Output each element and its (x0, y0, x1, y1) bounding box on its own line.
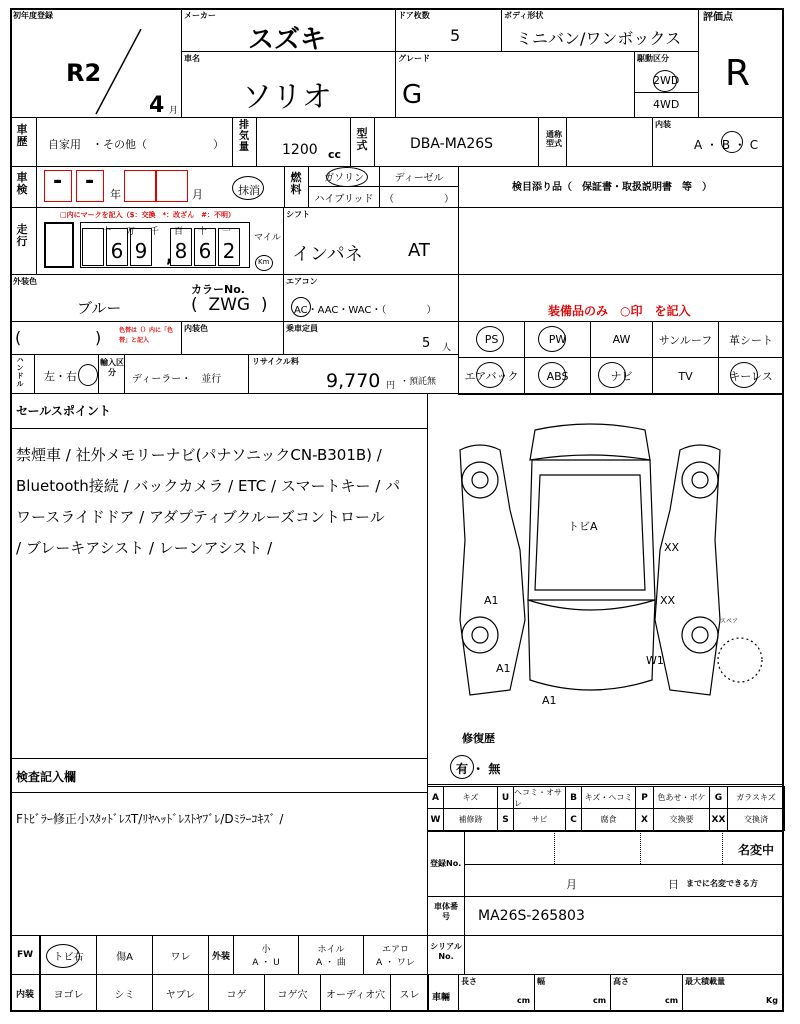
legend-desc-text: ガラスキズ (736, 793, 776, 802)
equip-label: エアバック (464, 370, 519, 383)
legend-code (427, 786, 444, 809)
reg-year: R2 (66, 59, 102, 87)
color-change-note: 色替は（）内に「色替」と記入 (119, 327, 174, 344)
equip-label: PS (484, 333, 499, 346)
legend-desc (513, 786, 566, 809)
model-name-label: 車名 (184, 54, 200, 63)
legend-code (565, 786, 582, 809)
interior-grades: A ・ B ・ C (694, 138, 759, 152)
mark-w1: W1 (646, 654, 664, 667)
body-label: ボディ形状 (504, 11, 544, 20)
ext-group (233, 935, 299, 975)
int-item-text: シミ (114, 989, 135, 1001)
displacement: 1200 (282, 142, 318, 158)
common-type-label: 通称型式 (546, 130, 562, 148)
legend-desc-text: 腐食 (600, 815, 617, 824)
import-value: ディーラー・ 並行 (132, 374, 222, 385)
ext-label-text: 外装 (211, 951, 230, 962)
interior-label: 内装 (655, 120, 671, 129)
size-unit-width: cm (593, 996, 607, 1005)
unit-sen: 千 (150, 227, 160, 237)
int-item (320, 974, 391, 1012)
drive-4wd: 4WD (653, 98, 680, 111)
equip-label: ABS (546, 369, 569, 383)
grade-box (395, 51, 635, 118)
mileage-digit: 9 (130, 228, 152, 266)
ext-group-value: A ・ 曲 (316, 958, 346, 968)
fw-item (152, 935, 209, 975)
int-item (208, 974, 265, 1012)
fuel-diesel: ディーゼル (379, 166, 459, 187)
equip-label: PW (548, 333, 567, 346)
equip-circle-3 (538, 362, 566, 388)
insp-box-4 (156, 170, 188, 202)
fuel-other: （ ） (379, 186, 459, 208)
mileage-digit: 2 (218, 228, 240, 266)
capacity: 5 (422, 336, 431, 351)
legend-code-text: XX (711, 814, 726, 825)
equip-title: 装備品のみ ○印 を記入 (548, 304, 691, 318)
equip-label: キーレス (729, 370, 773, 383)
mark-xx-2: XX (660, 594, 676, 607)
reg-month: 月 (566, 878, 577, 891)
legend-code (565, 808, 582, 831)
ext-group-title: エアロ (381, 945, 409, 955)
mile-unit: マイル (254, 233, 281, 243)
model-name-box (181, 51, 396, 118)
mileage-digit-0 (44, 222, 74, 268)
ext-group (298, 935, 364, 975)
repair-label: 修復歴 (462, 732, 495, 745)
legend-desc (727, 786, 785, 809)
type-label: 型式 (356, 127, 368, 152)
legend-code-text: W (430, 814, 441, 825)
fuel-hybrid: ハイブリッド (308, 186, 380, 208)
legend-desc-text: サビ (531, 815, 548, 824)
ext-group-value: A ・ ワレ (376, 958, 415, 968)
body-box (501, 8, 699, 52)
recycle-yen: 円 (386, 381, 396, 391)
sales-line: ワースライドドア / アダプティブクルーズコントロール (16, 508, 385, 526)
equip-circle-0 (476, 326, 504, 352)
doors: 5 (450, 26, 461, 45)
size-unit-max_load: Kg (766, 996, 778, 1005)
unreg-circle (232, 176, 264, 200)
recycle: 9,770 (326, 370, 381, 392)
ext-group (363, 935, 428, 975)
size-divider (534, 974, 535, 1012)
legend-desc (727, 808, 785, 831)
legend-desc (581, 808, 636, 831)
spare-label: スペア (720, 618, 739, 625)
int-label (10, 974, 40, 1012)
legend-code-text: G (714, 792, 723, 803)
legend-code-text: C (570, 814, 577, 825)
unit-hyaku: 百 (174, 227, 184, 237)
legend-desc-text: 交換済 (744, 815, 768, 824)
docs: 検目添り品（ 保証書・取扱説明書 等 ） (512, 182, 712, 193)
capacity-unit: 人 (442, 343, 452, 353)
legend-desc (653, 808, 710, 831)
equip-label: ナビ (610, 370, 633, 383)
size-max_load: 最大積載量 (685, 977, 725, 986)
legend-desc-text: キズ・ヘコミ (584, 793, 633, 802)
unit-10man: 十 (102, 227, 112, 237)
insp-unreg: 抹消 (238, 184, 260, 197)
int-item (264, 974, 321, 1012)
grade-point: R (725, 53, 751, 94)
legend-code (635, 786, 654, 809)
mileage-comma: , (166, 246, 173, 267)
interior-b-circle (721, 131, 743, 153)
legend-code-text: S (502, 814, 509, 825)
capacity-label: 乗車定員 (286, 324, 318, 333)
unit-man: 万 (126, 227, 136, 237)
ext-color-label: 外装色 (13, 277, 37, 286)
drive-2wd: 2WD (653, 74, 680, 87)
legend-code-text: X (641, 814, 648, 825)
recycle-label: リサイクル料 (252, 357, 299, 366)
int-item (96, 974, 153, 1012)
displacement-label: 排気量 (239, 120, 249, 153)
equip-circle-5 (730, 362, 758, 388)
equip-row1-4 (718, 321, 784, 358)
mileage-note: □内にマークを記入（$：交換 *：改ざん #：不明） (60, 211, 236, 219)
reg-day: 日 (668, 878, 679, 891)
serial-box (427, 935, 784, 975)
legend-desc-text: キズ (462, 793, 479, 802)
car-diagram (440, 420, 780, 720)
int-item (40, 974, 97, 1012)
legend-code (635, 808, 654, 831)
fw-item-text: 傷A (116, 951, 133, 963)
reg-year-label: 初年度登録 (13, 11, 53, 20)
doors-label: ドア枚数 (398, 11, 430, 20)
equip-circle-1 (538, 326, 566, 352)
size-width: 幅 (537, 977, 545, 986)
model-name: ソリオ (242, 80, 332, 115)
int-item-text: オーディオ穴 (325, 989, 386, 1001)
fuel-gasoline: ガソリン (308, 166, 380, 187)
legend-desc-text: 交換要 (669, 815, 694, 824)
legend-code-text: P (641, 792, 648, 803)
body-type: ミニバン/ワンボックス (516, 29, 682, 48)
ac-label: エアコン (286, 277, 318, 286)
equip-label: 革シート (729, 333, 773, 347)
mileage-digit (82, 228, 104, 266)
grade-label: グレード (398, 54, 430, 63)
model-code: DBA-MA26S (410, 136, 494, 152)
drive-2wd-circle (653, 70, 680, 92)
legend-code-text: U (501, 792, 510, 803)
serial-label: シリアルNo. (430, 942, 462, 961)
grade-point-box (698, 8, 784, 118)
reg-month-unit: 月 (169, 106, 179, 116)
equip-circle-2 (476, 362, 504, 388)
int-item-text: コゲ (226, 989, 247, 1001)
legend-code (709, 808, 728, 831)
import-label: 輸入区分 (100, 358, 124, 377)
legend-desc-text: 色あせ・ボケ (657, 793, 706, 802)
equip-row1-2 (590, 321, 653, 358)
fuel-gasoline-circle (326, 167, 368, 187)
handle-right-circle (78, 364, 98, 386)
maker: スズキ (248, 25, 327, 55)
size-divider (682, 974, 683, 1012)
mark-front-tobi: トビA (568, 520, 598, 533)
capacity-box (283, 321, 459, 355)
equip-row1-3 (652, 321, 719, 358)
size-height: 高さ (613, 977, 629, 986)
size-box (427, 974, 784, 1012)
int-color-box (181, 321, 284, 355)
legend-desc (653, 786, 710, 809)
unit-ichi: 一 (222, 227, 232, 237)
mark-a1-rear-left: A1 (496, 662, 511, 675)
unit-ju: 十 (198, 227, 208, 237)
insp-year-unit: 年 (110, 188, 121, 201)
inspection-label: 車検 (16, 171, 28, 196)
int-item (152, 974, 209, 1012)
color-no-label: カラーNo. (191, 283, 245, 296)
sales-line: 禁煙車 / 社外メモリーナビ(パナソニックCN-B301B) / (16, 446, 382, 464)
int-item (390, 974, 429, 1012)
mark-a1-left: A1 (484, 594, 499, 607)
recycle-deposit: ・預託無 (400, 377, 437, 387)
size-label: 車輛 (432, 993, 451, 1003)
int-color-label: 内装色 (184, 324, 208, 333)
int-item-text: コゲ穴 (277, 989, 308, 1001)
insp-box-2: - (76, 170, 104, 202)
legend-code (497, 808, 514, 831)
ac-value: AC・AAC・WAC・（ ） (294, 305, 437, 316)
year-slash (91, 29, 151, 119)
legend-code-text: B (570, 792, 577, 803)
equip-label: TV (678, 369, 693, 383)
legend-desc (443, 808, 498, 831)
int-label-text: 内装 (15, 989, 34, 1000)
sales-line: / ブレーキアシスト / レーンアシスト / (16, 539, 273, 557)
ext-color-box (10, 274, 284, 322)
ac-circle (291, 297, 311, 317)
history-value: 自家用 ・その他（ ） (48, 138, 224, 151)
int-item-text: スレ (399, 989, 420, 1001)
color-change-box: ( ) 色替は（）内に「色替」と記入 (10, 321, 182, 355)
equip-label: サンルーフ (658, 333, 713, 347)
fw-item (96, 935, 153, 975)
equip-label: AW (612, 333, 631, 346)
registration-label: 登録No. (430, 859, 462, 868)
fw-label-text: FW (16, 950, 34, 960)
ext-color: ブルー (77, 299, 122, 317)
shift-label: シフト (286, 210, 310, 219)
size-length: 長さ (461, 977, 477, 986)
fw-item-text: トビ右 (53, 951, 84, 963)
legend-desc (443, 786, 498, 809)
mileage-label: 走行 (16, 223, 28, 248)
shift-type: AT (408, 240, 430, 261)
km-circle (255, 255, 273, 271)
legend-code (427, 808, 444, 831)
maker-label: メーカー (184, 11, 216, 20)
handle-label: ハンドル (16, 356, 24, 388)
insp-box-3 (124, 170, 156, 202)
fw-circle (46, 944, 80, 968)
legend-code (497, 786, 514, 809)
displacement-unit: cc (328, 148, 342, 161)
mileage-digit: 8 (170, 228, 192, 266)
shift-box (283, 207, 459, 275)
mark-a1-rear: A1 (542, 694, 557, 707)
sales-points-title: セールスポイント (16, 404, 111, 418)
name-change: 名変中 (738, 843, 775, 857)
maker-box (181, 8, 396, 55)
doors-box (395, 8, 502, 52)
fw-label (10, 935, 40, 975)
legend-desc-text: ヘコミ・オサレ (514, 787, 562, 808)
legend-desc (581, 786, 636, 809)
size-divider (610, 974, 611, 1012)
ext-label (208, 935, 234, 975)
int-item-text: ヨゴレ (53, 989, 84, 1001)
grade: G (402, 80, 423, 110)
size-unit-height: cm (665, 996, 679, 1005)
legend-desc (513, 808, 566, 831)
history-label: 車歴 (16, 123, 28, 148)
mileage-digit: 6 (106, 228, 128, 266)
docs-box (458, 195, 784, 275)
inspection-notes-text: Fﾄﾋﾞﾗｰ修正小ｽﾀｯﾄﾞﾚｽT/ﾘﾔﾍｯﾄﾞﾚｽﾄﾔﾌﾞﾚ/Dﾐﾗｰｺｷｽﾞ / (16, 812, 284, 826)
reg-deadline: までに名変できる方 (686, 879, 758, 888)
repair-yes-circle (450, 755, 474, 779)
grade-point-label: 評価点 (703, 12, 733, 23)
reg-month: 4 (149, 93, 165, 118)
legend-desc-text: 補修跡 (458, 815, 483, 824)
ext-group-title: 小 (261, 945, 271, 955)
reg-year-box (10, 8, 182, 118)
handle-value: 左・右 (44, 370, 77, 383)
sales-line: Bluetooth接続 / バックカメラ / ETC / スマートキー / パ (16, 477, 401, 495)
shift-position: インパネ (292, 244, 363, 265)
legend-code-text: A (432, 792, 439, 803)
int-item-text: ヤブレ (165, 989, 196, 1001)
inspection-notes-title: 検査記入欄 (16, 770, 77, 784)
mileage-digit: 6 (194, 228, 216, 266)
drive-label: 駆動区分 (637, 54, 669, 63)
repair-value: 有 ・ 無 (456, 762, 501, 776)
fw-item-text: ワレ (170, 951, 191, 963)
insp-month-unit: 月 (192, 188, 203, 201)
ac-box (283, 274, 459, 322)
color-no: ( ZWG ) (191, 295, 268, 315)
ext-group-title: ホイル (317, 945, 345, 955)
chassis-label: 車体番号 (434, 902, 458, 921)
ext-group-value: A ・ U (252, 958, 280, 968)
chassis: MA26S-265803 (478, 908, 585, 924)
equip-circle-4 (598, 362, 626, 388)
km-unit: Km (258, 258, 270, 266)
drive-box (634, 51, 699, 118)
mark-xx-1: XX (664, 541, 680, 554)
insp-box-1: - (44, 170, 72, 202)
fuel-label: 燃料 (290, 171, 302, 196)
size-unit-length: cm (517, 996, 531, 1005)
legend-code (709, 786, 728, 809)
equip-row2-3 (652, 357, 719, 395)
